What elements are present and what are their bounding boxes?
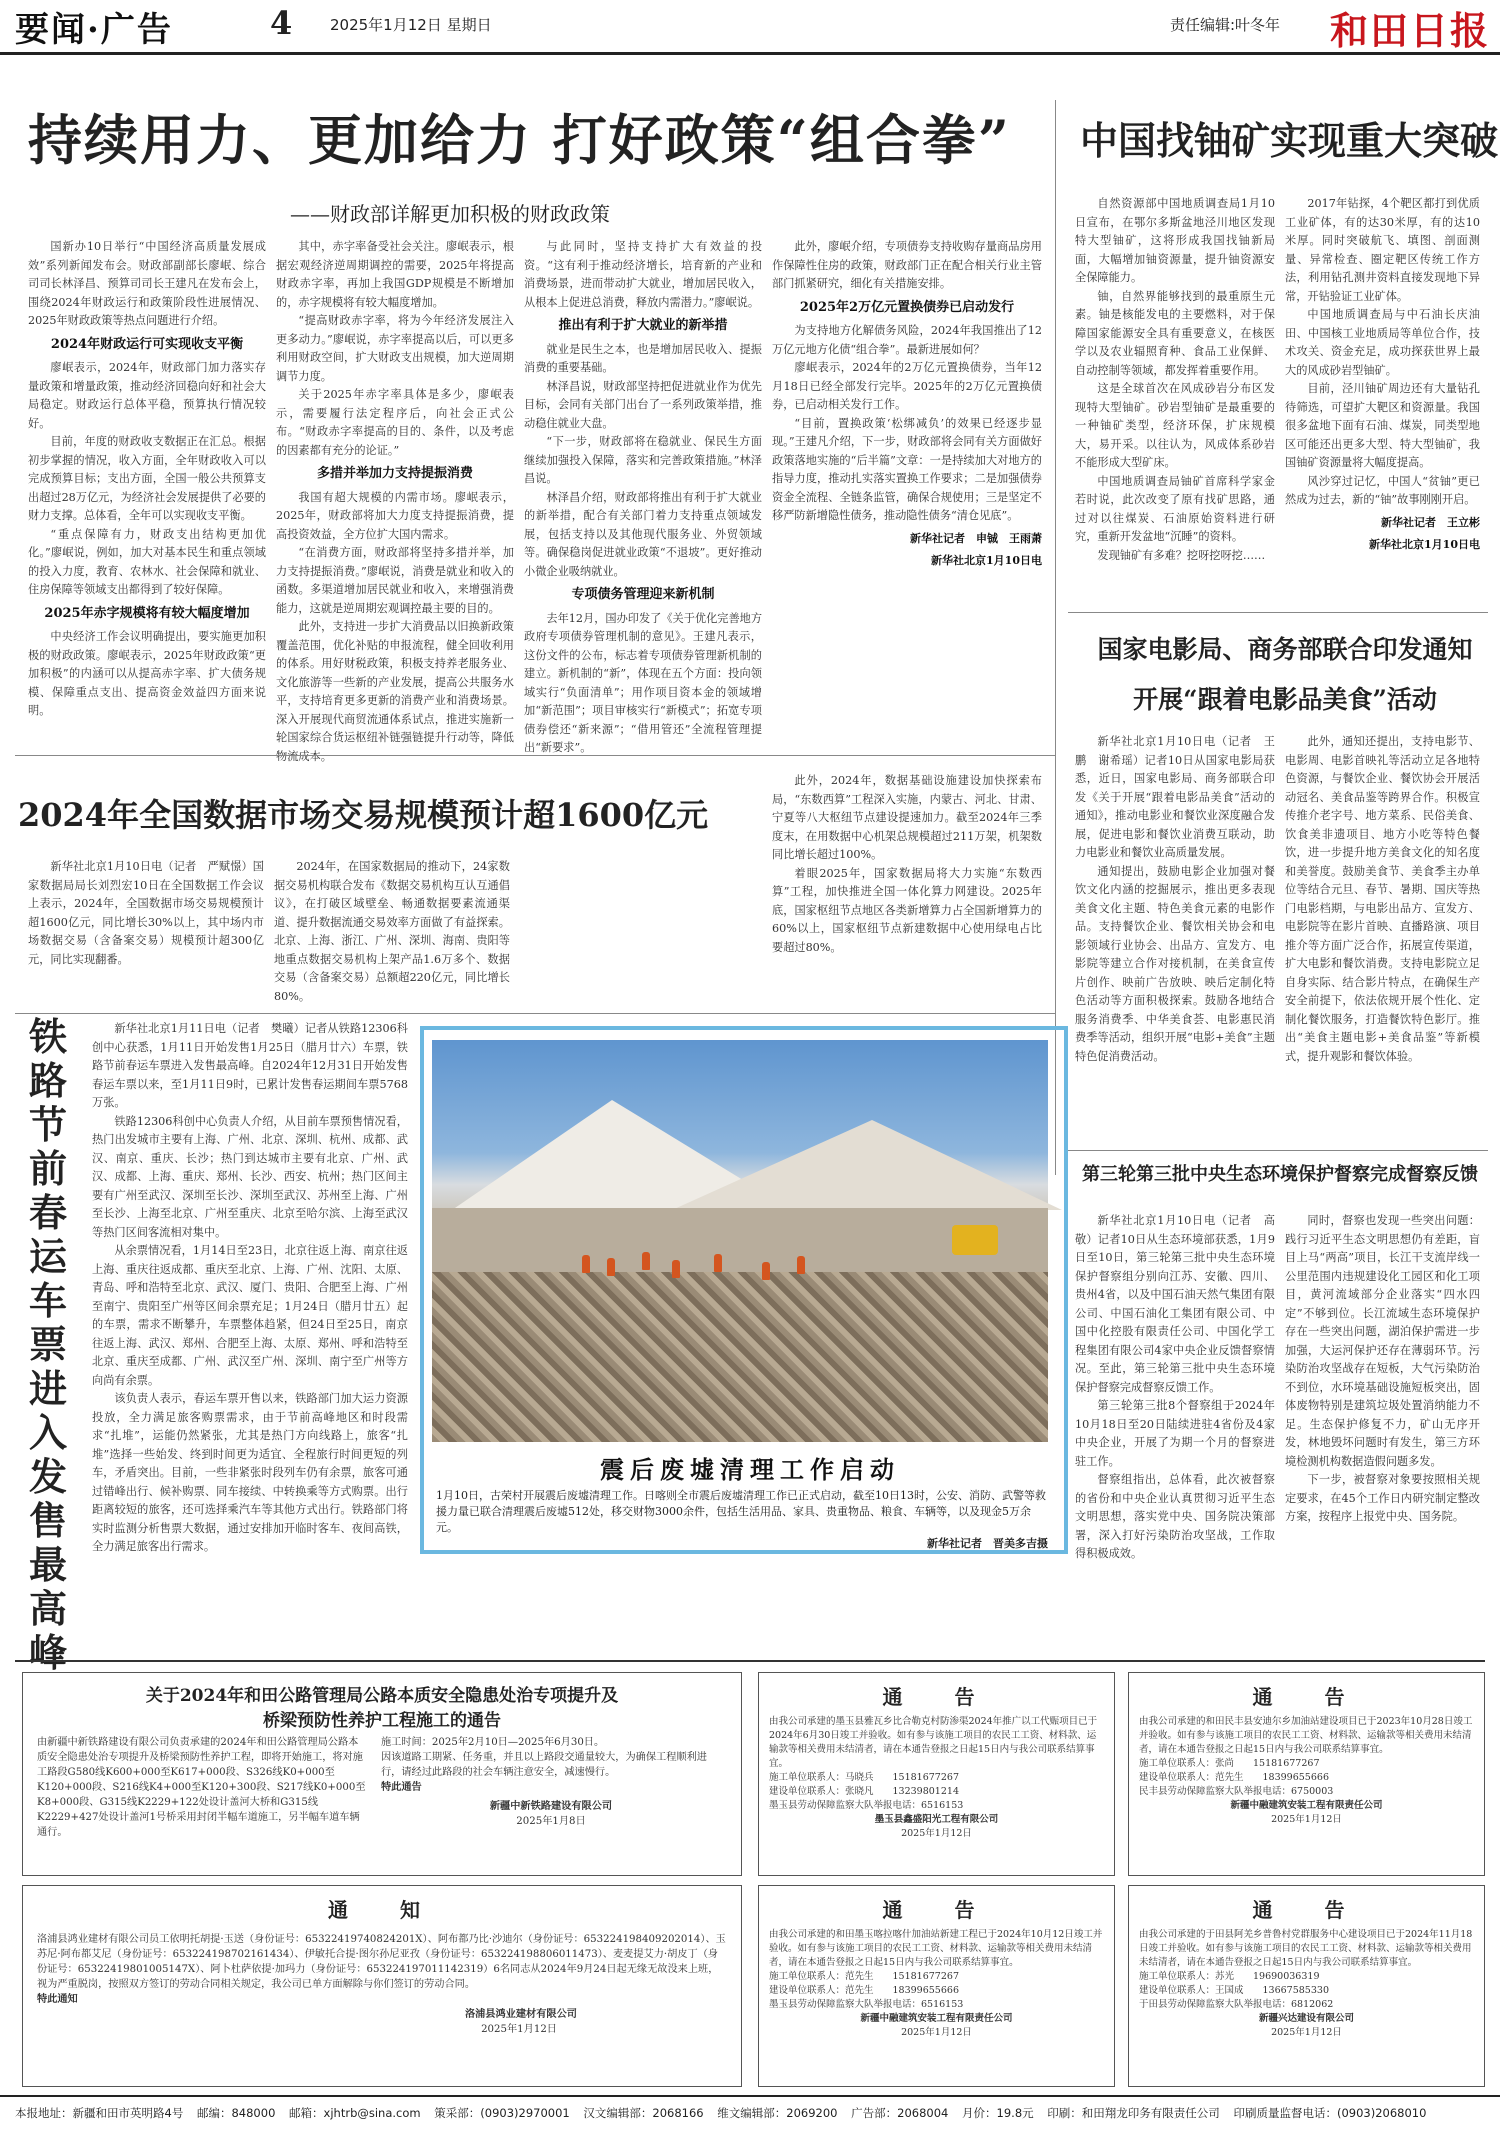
paragraph: “目前，置换政策‘松绑减负’的效果已经逐步显现。”王建凡介绍，下一步，财政部将会同有关方面做好政策落地实施的“后半篇”文章：一是持续加大对地方的指导力度，推动扎实落实置换工作要求；二是加强债券资金全流程、全链条监管，确保合规使用；三是坚定不移严防新增隐性债务，推动隐性债务“清仓见底”。 (772, 416, 1042, 522)
mineral-column-2 (1285, 195, 1480, 600)
notice-title-line-2: 桥梁预防性养护工程施工的通告 (263, 1711, 501, 1731)
paragraph: 此外，支持进一步扩大消费品以旧换新政策覆盖范围，优化补贴的申报流程，健全回收利用的体系。用好财税政策，积极支持养老服务业、文化旅游等一些新的产业发展，提高公共服务水平，支持培育更多更新的消费产业和消费场景。深入开展现代商贸流通体系试点，推进实施新一轮国家综合货运枢纽补链强链提升行动等，降低物流成本。 (276, 620, 514, 763)
eco-column-1 (1075, 1212, 1275, 1647)
notice-company: 洛浦县鸿业建材有限公司 (464, 2008, 577, 2020)
paragraph: 廖岷表示，2024年，财政部门加力落实存量政策和增量政策，推动经济回稳向好和社会大局稳定。财政运行总体平稳，预算执行情况较好。 (28, 361, 266, 430)
lead-subtitle: ——财政部详解更加积极的财政政策 (290, 202, 610, 226)
subheading: 多措并举加力支持提振消费 (316, 466, 473, 481)
lead-headline: 持续用力、更加给力 打好政策“组合拳” (28, 108, 1011, 172)
paragraph: 风沙穿过记忆，中国人“贫铀”更已然成为过去，新的“铀”故事刚刚开启。 (1285, 474, 1480, 506)
contact: 建设单位联系人：范先生 18399655666 (769, 1985, 959, 1996)
notice-date: 2025年1月12日 (481, 2024, 557, 2035)
eco-headline: 第三轮第三批中央生态环境保护督察完成督察反馈 (1082, 1164, 1478, 1185)
caption-text: 1月10日，古荣村开展震后废墟清理工作。日喀则全市震后废墟清理工作已正式启动，截至10日13时，公安、消防、武警等救援力量已联合清理震后废墟512处，移交财物3000余件，包括生活用品、家具、贵重物品、粮食、车辆等，以及现金5万余元。 (436, 1489, 1046, 1534)
subheading: 2025年2万亿元置换债券已启动发行 (799, 299, 1015, 315)
notice-title-line-1: 关于2024年和田公路管理局公路本质安全隐患处治专项提升及 (145, 1686, 619, 1706)
notice-date: 2025年1月12日 (1271, 2027, 1342, 2038)
notice-text: 由我公司承建的和田民丰县安迪尔乡加油站建设项目已于2023年10月28日竣工并验收。如有参与该施工项目的农民工工资、材料款、运输款等相关费用未结清者，请在本通告登报之日起15日内与我公司联系结算事宜。 (1139, 1716, 1473, 1755)
lead-column-1 (28, 238, 266, 738)
paragraph: 新华社北京1月10日电（记者 高敬）记者10日从生态环境部获悉，1月9日至10日，第三轮第三批中央生态环境保护督察组分别向江苏、安徽、四川、贵州4省，以及中国石油天然气集团有限公司、中国石油化工集团有限公司、中国中化控股有限责任公司、中国化学工程集团有限公司4家中央企业反馈督察情况。至此，第三轮第三批中央生态环境保护督察完成督察反馈工作。 (1075, 1214, 1275, 1394)
movie-headline-2: 开展“跟着电影品美食”活动 (1133, 685, 1437, 714)
paragraph: 新华社北京1月11日电（记者 樊曦）记者从铁路12306科创中心获悉，1月11日开始发售1月25日（腊月廿六）车票，铁路节前春运车票进入发售最高峰。自2024年12月31日开始发售春运车票以来，至1月11日9时，已累计发售春运期间车票5768万张。 (92, 1022, 408, 1109)
notice-company: 墨玉县鑫盛阳光工程有限公司 (874, 1814, 999, 1825)
paragraph: 林泽昌介绍，财政部将推出有利于扩大就业的新举措，配合有关部门着力支持重点领域发展，包括支持以及其他现代服务业、外贸领域等。确保稳岗促进就业政策“不退坡”。更好推动小微企业吸纳就业。 (524, 490, 762, 578)
contact: 墨玉县劳动保障监察大队举报电话：6516153 (769, 1999, 964, 2010)
contact: 建设单位联系人：范先生 18399655666 (1139, 1772, 1329, 1783)
dateline: 新华社北京1月10日电 (931, 554, 1042, 567)
issue-date: 2025年1月12日 星期日 (330, 16, 492, 34)
subheading: 推出有利于扩大就业的新举措 (558, 318, 728, 333)
contact: 建设单位联系人：王国成 13667585330 (1139, 1985, 1329, 1996)
notice-text: 由我公司承建的于田县阿羌乡普鲁村党群服务中心建设项目已于2024年11月18日竣工并验收。如有参与该施工项目的农民工工资、材料款、运输款等相关费用未结清者，请在本通告登报之日起15日内与我公司联系结算事宜。 (1139, 1929, 1473, 1968)
paragraph: 这是全球首次在风成砂岩分布区发现特大型铀矿。砂岩型铀矿是最重要的一种铀矿类型，经济环保，扩床规模大，易开采。以往认为，风成体系砂岩不能形成大型矿床。 (1075, 382, 1275, 469)
paragraph: 国新办10日举行“中国经济高质量发展成效”系列新闻发布会。财政部副部长廖岷、综合司司长林泽昌、预算司司长王建凡在发布会上，围绕2024年财政运行和政策阶段性进展情况、2025年财政政策等热点问题进行介绍。 (28, 240, 266, 327)
notice-company: 新疆中融建筑安装工程有限责任公司 (1230, 1800, 1383, 1811)
photo-credit: 新华社记者 晋美多吉摄 (927, 1537, 1048, 1550)
mountain-shape (672, 1120, 1062, 1210)
notice-2 (1128, 1672, 1485, 1876)
mineral-headline: 中国找铀矿实现重大突破 (1080, 118, 1499, 163)
data-column-2 (274, 858, 510, 1008)
photo-caption (436, 1488, 1048, 1552)
footer-han-editor: 汉文编辑部：2068166 (583, 2106, 704, 2120)
contact: 于田县劳动保障监察大队举报电话：6812062 (1139, 1999, 1334, 2010)
data-column-1 (28, 858, 264, 1008)
notice-body (1139, 1715, 1474, 1827)
paragraph: 督察组指出，总体看，此次被督察的省份和中央企业认真贯彻习近平生态文明思想，落实党中央、国务院决策部署，深入打好污染防治攻坚战，工作取得积极成效。 (1075, 1473, 1275, 1560)
footer-address: 本报地址：新疆和田市英明路4号 (15, 2106, 184, 2120)
notice-special: 特此通告 (381, 1781, 422, 1793)
paragraph: 此外，2024年，数据基础设施建设加快探索布局，“东数西算”工程深入实施，内蒙古、河北、甘肃、宁夏等八大枢纽节点建设提速加力。截至2024年三季度末，在用数据中心机架总规模超过211万架，机架数同比增长超过100%。 (772, 774, 1042, 861)
rescuer-figure (762, 1262, 770, 1280)
notice-company: 新疆兴达建设有限公司 (1258, 2013, 1354, 2024)
footer-uy-editor: 维文编辑部：2069200 (717, 2106, 838, 2120)
subheading: 2025年赤字规模将有较大幅度增加 (44, 605, 250, 621)
notice-date: 2025年1月12日 (1271, 1814, 1342, 1825)
notice-date: 2025年1月8日 (516, 1816, 586, 1827)
notice-1 (758, 1672, 1115, 1876)
contact: 施工单位联系人：苏光 19690036319 (1139, 1971, 1320, 1982)
footer-printer: 印刷：和田翔龙印务有限责任公司 (1047, 2106, 1220, 2120)
contact: 施工单位联系人：张尚 15181677267 (1139, 1758, 1320, 1769)
section-title: 要闻·广告 (15, 10, 173, 50)
dateline: 新华社北京1月10日电 (1369, 538, 1480, 551)
notice-company: 新疆中新铁路建设有限公司 (489, 1800, 613, 1812)
railway-vertical-headline: 铁路节前春运车票进入发售最高峰 (28, 1014, 67, 1675)
subheading: 专项债务管理迎来新机制 (571, 587, 715, 602)
contact: 民丰县劳动保障监察大队举报电话：6750003 (1139, 1786, 1334, 1797)
contact: 建设单位联系人：张晓凡 13239801214 (769, 1786, 959, 1797)
paragraph: 铀，自然界能够找到的最重原生元素。铀是核能发电的主要燃料，对于保障国家能源安全具有重要意义，在核医学以及农业辐照育种、食品工业保鲜、自动控制等领域，都发挥着重要作用。 (1075, 289, 1275, 377)
footer-postcode: 邮编：848000 (196, 2106, 276, 2120)
notice-title: 通 告 (1252, 1898, 1361, 1922)
notice-company: 新疆中融建筑安装工程有限责任公司 (860, 2013, 1013, 2024)
notice-special: 特此通知 (37, 1993, 78, 2005)
notice-title: 通 知 (328, 1898, 436, 1922)
mineral-column-1 (1075, 195, 1275, 600)
footer-planning: 策采部：(0903)2970001 (434, 2106, 570, 2120)
contact: 施工单位联系人：范先生 15181677267 (769, 1971, 959, 1982)
paragraph: 通知提出，鼓励电影企业加强对餐饮文化内涵的挖掘展示，推出更多表现美食文化主题、特色美食元素的电影作品。支持餐饮企业、餐饮相关协会和电影领域行业协会、出品方、宣发方、电影院等建立合作对接机制，在美食宣传片创作、映前广告放映、映后定制化特色活动等方面积极探索。鼓励各地结合服务消费季、中华美食荟、电影惠民消费季等活动，组织开展“电影+美食”主题特色促消费活动。 (1075, 864, 1275, 1063)
byline: 新华社记者 王立彬 (1381, 515, 1480, 529)
paragraph: “在消费方面，财政部将坚持多措并举，加力支持提振消费。”廖岷说，消费是就业和收入的函数。多渠道增加居民就业和收入，来增强消费能力，这就是逆周期宏观调控最主要的目的。 (276, 546, 514, 615)
byline: 新华社记者 申铖 王雨萧 (910, 531, 1042, 545)
footer-price: 月价：19.8元 (962, 2106, 1034, 2120)
paragraph: 发现铀矿有多难？挖呀挖呀挖…… (1097, 548, 1266, 562)
paragraph: 新华社北京1月10日电（记者 王鹏 谢希瑶）记者10日从国家电影局获悉，近日，国家电影局、商务部联合印发《关于开展“跟着电影品美食”活动的通知》，推动电影业和餐饮业深度融合发展，促进电影和餐饮业消费互联动，助力电影业和餐饮业高质量发展。 (1075, 735, 1275, 859)
section-divider (1068, 612, 1488, 613)
notice-body (37, 1932, 727, 2037)
paragraph: 第三轮第三批8个督察组于2024年10月18日至20日陆续进驻4省份及4家中央企业，开展了为期一个月的督察进驻工作。 (1075, 1399, 1275, 1468)
employment-notice (22, 1885, 742, 2087)
movie-headline-1: 国家电影局、商务部联合印发通知 (1097, 635, 1473, 664)
paragraph: 新华社北京1月10日电（记者 严赋憬）国家数据局局长刘烈宏10日在全国数据工作会议上表示，2024年，全国数据市场交易规模预计超1600亿元，同比增长30%以上，其中场内市场数据交易（含备案交易）规模预计超300亿元，同比实现翻番。 (28, 860, 264, 966)
notice-title: 通 告 (1252, 1685, 1361, 1709)
paragraph: 其中，赤字率备受社会关注。廖岷表示，根据宏观经济逆周期调控的需要，2025年将提高财政赤字率，再加上我国GDP规模是不断增加的，赤字规模将有较大幅度增加。 (276, 240, 514, 309)
paragraph: 我国有超大规模的内需市场。廖岷表示，2025年，财政部将加大力度支持提振消费，提高投资效益，全方位扩大国内需求。 (276, 490, 514, 541)
paragraph: 此外，通知还提出，支持电影节、电影周、电影首映礼等活动立足各地特色资源，与餐饮企业、餐饮协会开展活动冠名、美食品鉴等跨界合作。积极宣传推介老字号、地方菜系、民俗美食、饮食美非遗项目、地方小吃等特色餐饮，进一步提升地方美食文化的知名度和美誉度。鼓励美食节、美食季主办单位等结合元旦、春节、暑期、国庆等热门电影档期，与电影出品方、宣发方、电影院等在影片首映、直播路演、项目推介等方面广泛合作，拓展宣传渠道，扩大电影和餐饮消费。支持电影院立足自身实际、结合影片特点，在确保生产安全前提下，依法依规开展个性化、定制化餐饮服务，打造餐饮特色影厅。推出“美食主题电影+美食品鉴”等新模式，提升观影和餐饮体验。 (1285, 735, 1480, 1063)
paragraph: “提高财政赤字率，将为今年经济发展注入更多动力。”廖岷说，赤字率提高以后，可以更多利用财政空间，扩大财政支出规模，加大逆周期调节力度。 (276, 314, 514, 383)
notice-4 (758, 1885, 1115, 2087)
paragraph: 中国地质调查局与中石油长庆油田、中国核工业地质局等单位合作，技术攻关、资金充足，成功探获世界上最大的风成砂岩型铀矿。 (1285, 308, 1480, 377)
paragraph: 该负责人表示，春运车票开售以来，铁路部门加大运力资源投放，全力满足旅客购票需求，由于节前高峰地区和时段需求“扎堆”，运能仍然紧张，尤其是热门方向线路上，旅客“扎堆”选择一些始发、终到时间更为适宜、全程旅行时间更短的列车，矛盾突出。目前，一些非紧张时段列车仍有余票，旅客可通过错峰出行、候补购票、同车接续、中转换乘等方式购票。出行距离较短的旅客，还可选择乘汽车等其他方式出行。铁路部门将实时监测分析售票大数据，通过安排加开临时客车、夜间高铁，全力满足旅客出行需求。 (92, 1392, 408, 1553)
footer-quality: 印刷质量监督电话：(0903)2068010 (1233, 2106, 1427, 2120)
paragraph: 目前，泾川铀矿周边还有大量钻孔待筛选，可望扩大靶区和资源量。我国很多盆地下面有石油、煤炭，同类型地区可能还出更多大型、特大型铀矿，我国铀矿资源量将大幅度提高。 (1285, 382, 1480, 469)
section-divider (15, 1013, 1055, 1014)
lead-column-4 (772, 238, 1042, 738)
notice-body (1139, 1928, 1474, 2040)
footer (0, 2095, 1500, 2130)
rescuer-figure (642, 1252, 650, 1270)
notice-body (769, 1928, 1104, 2040)
notice-text: 因该道路工期紧、任务重，并且以上路段交通量较大，为确保工程顺利进行，请经过此路段的社会车辆注意安全，减速慢行。 (381, 1752, 707, 1778)
rubble-area (432, 1272, 1048, 1442)
paragraph: 铁路12306科创中心负责人介绍，从目前车票预售情况看，热门出发城市主要有上海、广州、北京、深圳、杭州、成都、武汉、南京、重庆、长沙；热门到达城市主要有北京、广州、武汉、成都、上海、重庆、郑州、长沙、西安、杭州；热门区间主要有广州至武汉、深圳至长沙、深圳至武汉、苏州至上海、广州至长沙、上海至北京、广州至重庆、北京至哈尔滨、上海至武汉等热门区间客流相对集中。 (92, 1114, 408, 1239)
responsible-editor: 责任编辑:叶冬年 (1170, 16, 1281, 34)
data-column-3 (772, 772, 1042, 1007)
contact: 施工单位联系人：马晓兵 15181677267 (769, 1772, 959, 1783)
section-divider (15, 755, 1055, 756)
movie-column-2 (1285, 733, 1480, 1173)
ads-divider (15, 1660, 1485, 1662)
paragraph: 此外，廖岷介绍，专项债券支持收购存量商品房用作保障性住房的政策，财政部门正在配合相关行业主管部门抓紧研究，细化有关措施安排。 (772, 240, 1042, 290)
paragraph: 同时，督察也发现一些突出问题：践行习近平生态文明思想仍有差距，盲目上马“两高”项目，长江干支流岸线一公里范围内违规建设化工园区和化工项目，黄河流域部分企业落实“四水四定”不够到位。长江流域生态环境保护存在一些突出问题，湖泊保护需进一步加强，大运河保护还存在薄弱环节。污染防治攻坚战存在短板，大气污染防治不到位，水环境基础设施短板突出，固体废物特别是建筑垃圾处置消纳能力不足。生态保护修复不力，矿山无序开发，林地毁坏问题时有发生，第三方环境检测机构数据造假问题多发。 (1285, 1214, 1480, 1468)
contact: 墨玉县劳动保障监察大队举报电话：6516153 (769, 1800, 964, 1811)
notice-body (769, 1715, 1104, 1841)
notice-time: 施工时间：2025年2月10日—2025年6月30日。 (381, 1737, 605, 1748)
paragraph: 与此同时，坚持支持扩大有效益的投资。“这有利于推动经济增长，培育新的产业和消费场景，进而带动扩大就业，增加居民收入，从根本上促进总消费，释放内需潜力。”廖岷说。 (524, 240, 762, 309)
section-divider (1068, 1150, 1488, 1151)
paragraph: “下一步，财政部将在稳就业、保民生方面继续加强投入保障，落实和完善政策措施。”林泽昌说。 (524, 435, 762, 485)
earthquake-photo (432, 1040, 1048, 1442)
paragraph: 为支持地方化解债务风险，2024年我国推出了12万亿元地方化债“组合拳”。最新进展如何？ (772, 324, 1042, 356)
paragraph: 中国地质调查局铀矿首席科学家金若时说，此次改变了原有找矿思路，通过对以往煤炭、石油原始资料进行研究，重新开发盆地“沉睡”的资料。 (1075, 474, 1275, 543)
railway-column (92, 1020, 408, 1640)
paragraph: 中央经济工作会议明确提出，要实施更加积极的财政政策。廖岷表示，2025年财政政策“更加积极”的内涵可以从提高赤字率、扩大债务规模、保障重点支出、提高资金效益四方面来说明。 (28, 630, 266, 717)
rescuer-figure (607, 1258, 615, 1276)
photo-title: 震后废墟清理工作启动 (600, 1455, 900, 1484)
eco-column-2 (1285, 1212, 1480, 1647)
lead-column-2 (276, 238, 514, 763)
subheading: 2024年财政运行可实现收支平衡 (50, 336, 244, 352)
rescuer-figure (672, 1260, 680, 1278)
data-market-headline: 2024年全国数据市场交易规模预计超1600亿元 (18, 796, 709, 834)
notice-title: 通 告 (882, 1898, 991, 1922)
notice-date: 2025年1月12日 (901, 2027, 972, 2038)
paragraph: 就业是民生之本，也是增加居民收入、提振消费的重要基础。 (524, 342, 762, 374)
notice-date: 2025年1月12日 (901, 1828, 972, 1839)
paragraph: 自然资源部中国地质调查局1月10日宣布，在鄂尔多斯盆地泾川地区发现特大型铀矿，这将形成我国找铀新局面，大幅增加铀资源量，提升铀资源安全保障能力。 (1075, 197, 1275, 284)
paragraph: 关于2025年赤字率具体是多少，廖岷表示，需要履行法定程序后，向社会正式公布。“财政赤字率提高的目的、条件，以及考虑的因素都有充分的论证。” (276, 388, 514, 457)
rescuer-figure (797, 1256, 805, 1274)
paragraph: 2024年，在国家数据局的推动下，24家数据交易机构联合发布《数据交易机构互认互通倡议》，在打破区域壁垒、畅通数据要素流通渠道、提升数据流通交易效率方面做了有益探索。北京、上海、浙江、广州、深圳、海南、贵阳等地重点数据交易机构上架产品1.6万多个、数据交易（含备案交易）总额超220亿元，同比增长80%。 (274, 860, 510, 1003)
paragraph: 廖岷表示，2024年的2万亿元置换债券，当年12月18日已经全部发行完毕。2025年的2万亿元置换债券，已启动相关发行工作。 (772, 361, 1042, 411)
notice-body: 由新疆中新铁路建设有限公司负责承建的2024年和田公路管理局公路本质安全隐患处治专项提升及桥梁预防性养护工程，即将开始施工，将对施工路段G580线K600+000至K617+000段、S326线K0+000至K120+000段、S216线K4+000至K120+300段、S217线K0+000至K8+000段、G315线K2229+122处设计盖河大桥和G315线K2229+427处设计盖河1号桥采用封闭半幅车道施工，另半幅车道车辆通行。 (37, 1737, 366, 1838)
paragraph: 去年12月，国办印发了《关于优化完善地方政府专项债券管理机制的意见》。王建凡表示，这份文件的公布，标志着专项债券管理新机制的建立。新机制的“新”，体现在五个方面：投向领域实行“负面清单”；用作项目资本金的领域增加“新范围”；项目审核实行“新模式”；拓宽专项债券偿还“新来源”；“借用管还”全流程管理提出“新要求”。 (524, 611, 763, 754)
footer-ad: 广告部：2068004 (851, 2106, 949, 2120)
paragraph: “重点保障有力，财政支出结构更加优化。”廖岷说，例如，加大对基本民生和重点领域的投入力度，教育、农林水、社会保障和就业、住房保障等领域支出都得到了较好保障。 (28, 527, 266, 596)
notice-5 (1128, 1885, 1485, 2087)
rescuer-figure (714, 1254, 722, 1272)
paragraph: 林泽昌说，财政部坚持把促进就业作为优先目标，会同有关部门出台了一系列政策举措，推动稳住就业大盘。 (524, 379, 762, 430)
rescuer-figure (582, 1255, 590, 1273)
footer-email: 邮箱：xjhtrb@sina.com (289, 2106, 421, 2120)
notice-text: 由我公司承建的墨玉县雅瓦乡比合勒克村防渗渠2024年推广以工代赈项目已于2024年6月30日竣工并验收。如有参与该施工项目的农民工工资、材料款、运输款等相关费用未结清者，请在本通告登报之日起15日内与我公司联系结算事宜。 (769, 1716, 1098, 1769)
lead-column-3 (524, 238, 763, 754)
paper-logo: 和田日报 (1330, 8, 1491, 53)
notice-title: 通 告 (882, 1685, 991, 1709)
paragraph: 目前，年度的财政收支数据正在汇总。根据初步掌握的情况，收入方面，全年财政收入可以完成预算目标；支出方面，全国一般公共预算支出超过28万亿元，为经济社会发展提供了必要的财力支撑。总体看，全年可以实现收支平衡。 (28, 435, 266, 522)
notice-text: 洛浦县鸿业建材有限公司员工依明托胡提·玉送（身份证号：65322419740824201X）、阿布都乃比·沙迪尔（身份证号：653224198409202014）、玉苏尼·阿布都艾尼（身份证号：653224198702161434）、伊敏托合提·图尔孙尼亚孜（身份证号：653224198806011473）、麦麦提艾力·胡皮丁（身份证号：65322419801005147X）、阿卜杜萨依提·加玛力（身份证号：653224197011142319）6名同志从2024年9月24日起无缘无故没来上班，视为严重脱岗，按照双方签订的劳动合同相关规定，我公司已单方面解除与你们签订的劳动合同。 (37, 1934, 726, 1990)
paragraph: 下一步，被督察对象要按照相关规定要求，在45个工作日内研究制定整改方案，按程序上报党中央、国务院。 (1285, 1473, 1480, 1523)
paragraph: 从余票情况看，1月14日至23日，北京往返上海、南京往返上海、重庆往返成都、重庆至北京、上海、广州、沈阳、太原、青岛、呼和浩特至北京、武汉、厦门、贵阳、合肥至上海、广州至南宁、贵阳至广州等区间余票充足；1月24日（腊月廿五）起的车票，需求不断攀升，车票整体趋紧，但24日至25日，南京往返上海、武汉、郑州、合肥至上海、太原、郑州、呼和浩特至北京、重庆至成都、广州、武汉至广州、深圳、南宁至广州等方向尚有余票。 (92, 1244, 408, 1387)
page-number: 4 (270, 4, 293, 42)
road-notice (22, 1672, 742, 1876)
excavator-shape (952, 1225, 998, 1255)
column-divider (1055, 100, 1056, 1175)
paragraph: 2017年钻探，4个靶区都打到优质工业矿体，有的达30米厚，有的达10米厚。同时突破航飞、填图、剖面测量、异常检查、圈定靶区传统工作方法，利用钻孔测井资料直接发现地下异常，开钻验证工业矿体。 (1285, 197, 1480, 303)
movie-column-1 (1075, 733, 1275, 1173)
notice-text: 由我公司承建的和田墨玉喀拉喀什加油站新建工程已于2024年10月12日竣工并验收。如有参与该施工项目的农民工工资、材料款、运输款等相关费用未结清者，请在本通告登报之日起15日内与我公司联系结算事宜。 (769, 1929, 1103, 1968)
paragraph: 着眼2025年，国家数据局将大力实施“东数西算”工程，加快推进全国一体化算力网建设。2025年底，国家枢纽节点地区各类新增算力占全国新增算力的60%以上，国家枢纽节点新建数据中心使用绿电占比要超过80%。 (772, 866, 1042, 954)
notice-body-2 (381, 1735, 721, 1829)
